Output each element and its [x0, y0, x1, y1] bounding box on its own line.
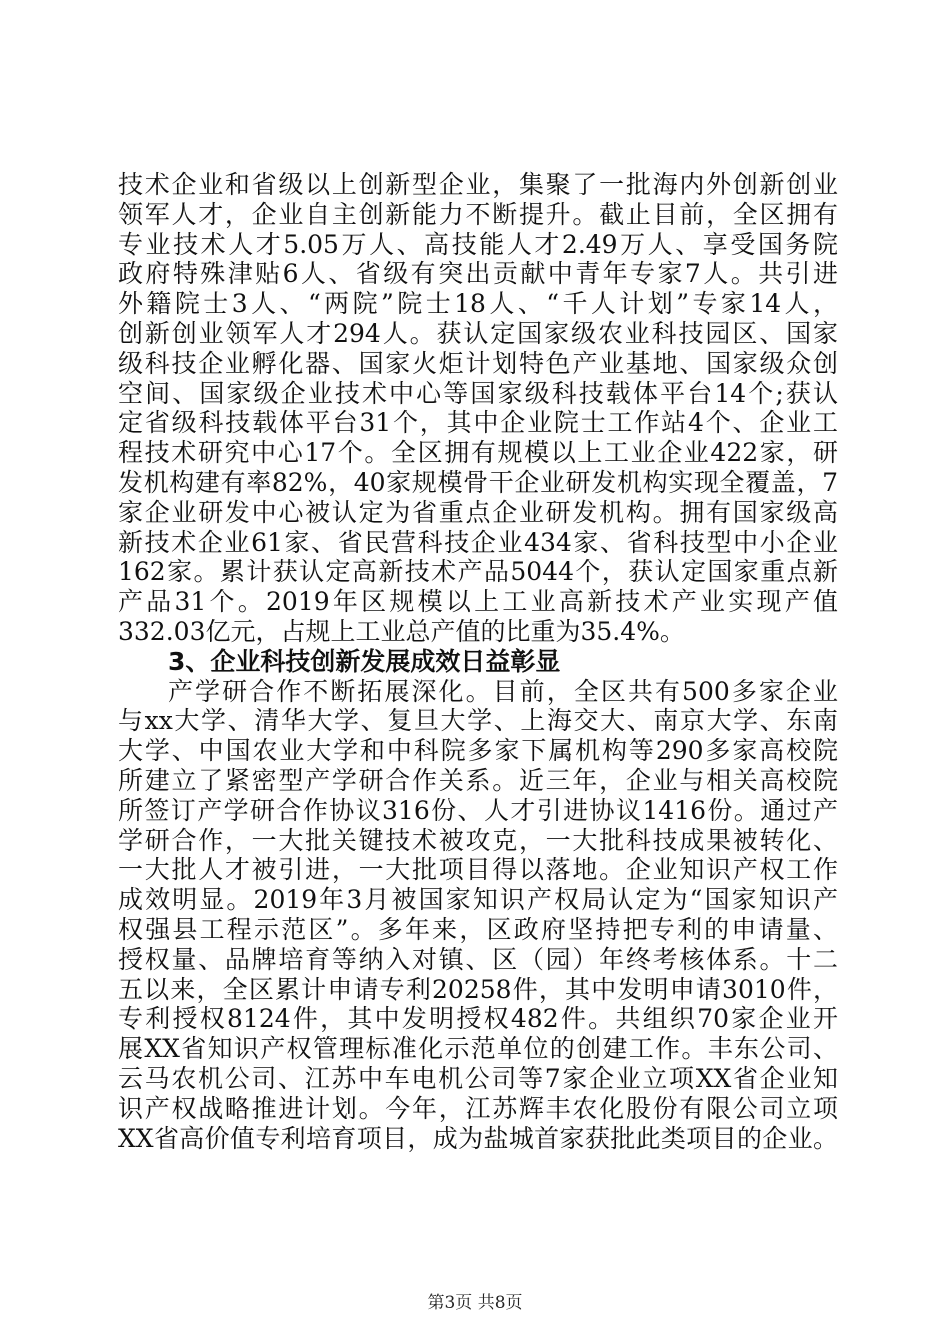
text-line: 产学研合作不断拓展深化。目前，全区共有500多家企业 — [168, 676, 838, 706]
text-line: 外籍院士3人、“两院”院士18人、“千人计划”专家14人， — [118, 289, 838, 319]
text-line: 一大批人才被引进，一大批项目得以落地。企业知识产权工作 — [118, 855, 838, 885]
text-line: XX省高价值专利培育项目，成为盐城首家获批此类项目的企业。 — [118, 1123, 838, 1153]
text-line: 识产权战略推进计划。今年，江苏辉丰农化股份有限公司立项 — [118, 1093, 838, 1123]
text-line: 五以来，全区累计申请专利20258件，其中发明申请3010件， — [118, 974, 838, 1004]
text-line: 专利授权8124件，其中发明授权482件。共组织70家企业开 — [118, 1004, 838, 1034]
text-line: 产品31个。2019年区规模以上工业高新技术产业实现产值 — [118, 587, 838, 617]
text-line: 专业技术人才5.05万人、高技能人才2.49万人、享受国务院 — [118, 229, 838, 259]
text-line: 定省级科技载体平台31个，其中企业院士工作站4个、企业工 — [118, 408, 838, 438]
section-heading: 3、企业科技创新发展成效日益彰显 — [168, 646, 561, 676]
text-line: 空间、国家级企业技术中心等国家级科技载体平台14个;获认 — [118, 378, 838, 408]
text-line: 332.03亿元，占规上工业总产值的比重为35.4%。 — [118, 616, 685, 646]
text-line: 所建立了紧密型产学研合作关系。近三年，企业与相关高校院 — [118, 765, 838, 795]
text-line: 政府特殊津贴6人、省级有突出贡献中青年专家7人。共引进 — [118, 259, 838, 289]
text-line: 创新创业领军人才294人。获认定国家级农业科技园区、国家 — [118, 318, 838, 348]
text-line: 程技术研究中心17个。全区拥有规模以上工业企业422家，研 — [118, 438, 838, 468]
text-line: 技术企业和省级以上创新型企业，集聚了一批海内外创新创业 — [118, 170, 838, 199]
page-number-footer: 第3页 共8页 — [427, 1293, 523, 1313]
document-body — [118, 170, 838, 1153]
text-line: 成效明显。2019年3月被国家知识产权局认定为“国家知识产 — [118, 885, 838, 915]
text-line: 大学、中国农业大学和中科院多家下属机构等290多家高校院 — [118, 736, 838, 766]
text-line: 家企业研发中心被认定为省重点企业研发机构。拥有国家级高 — [118, 497, 838, 527]
text-line: 发机构建有率82%，40家规模骨干企业研发机构实现全覆盖，7 — [118, 467, 838, 497]
text-line: 领军人才，企业自主创新能力不断提升。截止目前，全区拥有 — [118, 199, 838, 229]
text-line: 与xx大学、清华大学、复旦大学、上海交大、南京大学、东南 — [118, 706, 838, 736]
text-line: 授权量、品牌培育等纳入对镇、区（园）年终考核体系。十二 — [118, 944, 838, 974]
text-line: 学研合作，一大批关键技术被攻克，一大批科技成果被转化、 — [118, 825, 838, 855]
text-line: 权强县工程示范区”。多年来，区政府坚持把专利的申请量、 — [118, 914, 838, 944]
paragraph-1 — [118, 170, 838, 647]
text-line: 云马农机公司、江苏中车电机公司等7家企业立项XX省企业知 — [118, 1063, 838, 1093]
text-line: 所签订产学研合作协议316份、人才引进协议1416份。通过产 — [118, 795, 838, 825]
paragraph-2 — [118, 677, 838, 1154]
text-line: 162家。累计获认定高新技术产品5044个，获认定国家重点新 — [118, 557, 838, 587]
text-line: 新技术企业61家、省民营科技企业434家、省科技型中小企业 — [118, 527, 838, 557]
text-line: 展XX省知识产权管理标准化示范单位的创建工作。丰东公司、 — [118, 1034, 838, 1064]
text-line: 级科技企业孵化器、国家火炬计划特色产业基地、国家级众创 — [118, 348, 838, 378]
